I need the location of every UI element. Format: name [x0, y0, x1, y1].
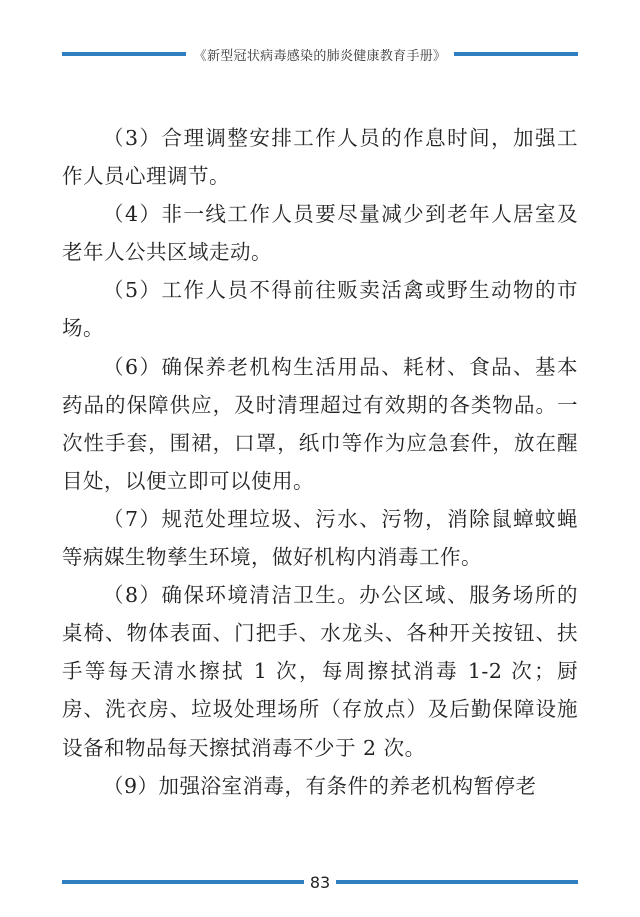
paragraph-5: （5）工作人员不得前往贩卖活禽或野生动物的市场。: [62, 278, 578, 341]
footer-rule-right: [336, 880, 578, 884]
paragraph-9: （9）加强浴室消毒，有条件的养老机构暂停老: [103, 773, 537, 798]
page-header: [62, 44, 578, 64]
body-text: [62, 119, 578, 805]
paragraph-4: （4）非一线工作人员要尽量减少到老年人居室及老年人公共区域走动。: [62, 202, 578, 265]
book-title: 《新型冠状病毒感染的肺炎健康教育手册》: [193, 48, 447, 64]
page-number: 83: [309, 872, 331, 892]
header-rule-right: [454, 52, 578, 56]
paragraph-6: （6）确保养老机构生活用品、耗材、食品、基本药品的保障供应，及时清理超过有效期的各类物品。一次性手套，围裙，口罩，纸巾等作为应急套件，放在醒目处，以便立即可以使用。: [62, 354, 578, 493]
footer-rule-left: [62, 880, 304, 884]
header-rule-left: [62, 52, 186, 56]
paragraph-3: （3）合理调整安排工作人员的作息时间，加强工作人员心理调节。: [62, 126, 578, 189]
paragraph-7: （7）规范处理垃圾、污水、污物，消除鼠蟑蚊蝇等病媒生物孳生环境，做好机构内消毒工作。: [62, 506, 578, 570]
page-footer: [62, 868, 578, 896]
paragraph-8: （8）确保环境清洁卫生。办公区域、服务场所的桌椅、物体表面、门把手、水龙头、各种开关按钮、扶手等每天清水擦拭 1 次，每周擦拭消毒 1-2 次；厨房、洗衣房、垃圾处理场所（存放点）及后勤保障设施设备和物品每天擦拭消毒不少于 2 次。: [62, 583, 578, 760]
